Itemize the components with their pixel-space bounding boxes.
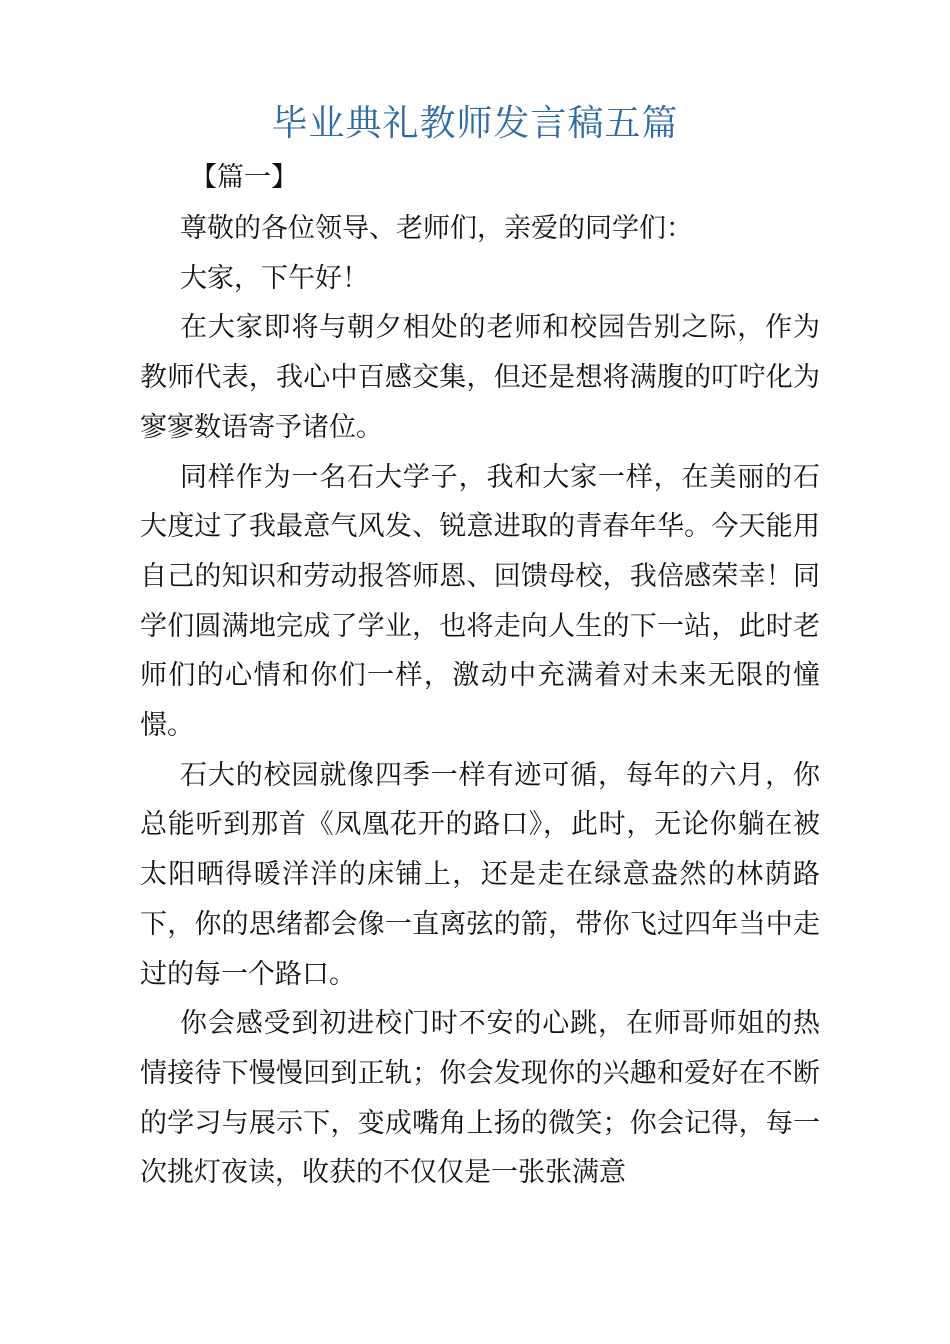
paragraph-greeting: 尊敬的各位领导、老师们，亲爱的同学们：: [180, 213, 693, 244]
document-body: [140, 204, 820, 1198]
paragraph: 在大家即将与朝夕相处的老师和校园告别之际，作为教师代表，我心中百感交集，但还是想将满腹的叮咛化为寥寥数语寄予诸位。: [140, 312, 820, 443]
document-title: 毕业典礼教师发言稿五篇: [271, 103, 679, 144]
paragraph: 同样作为一名石大学子，我和大家一样，在美丽的石大度过了我最意气风发、锐意进取的青春年华。今天能用自己的知识和劳动报答师恩、回馈母校，我倍感荣幸！同学们圆满地完成了学业，也将走向人生的下一站，此时老师们的心情和你们一样，激动中充满着对未来无限的憧憬。: [140, 461, 820, 742]
paragraph-salutation: 大家，下午好！: [180, 262, 369, 294]
paragraph: 你会感受到初进校门时不安的心跳，在师哥师姐的热情接待下慢慢回到正轨；你会发现你的兴趣和爱好在不断的学习与展示下，变成嘴角上扬的微笑；你会记得，每一次挑灯夜读，收获的不仅仅是一张张满意: [140, 1008, 820, 1189]
section-label: 【篇一】: [190, 162, 298, 193]
paragraph: 石大的校园就像四季一样有迹可循，每年的六月，你总能听到那首《凤凰花开的路口》，此时，无论你躺在被太阳晒得暖洋洋的床铺上，还是走在绿意盎然的林荫路下，你的思绪都会像一直离弦的箭，带你飞过四年当中走过的每一个路口。: [140, 759, 820, 990]
